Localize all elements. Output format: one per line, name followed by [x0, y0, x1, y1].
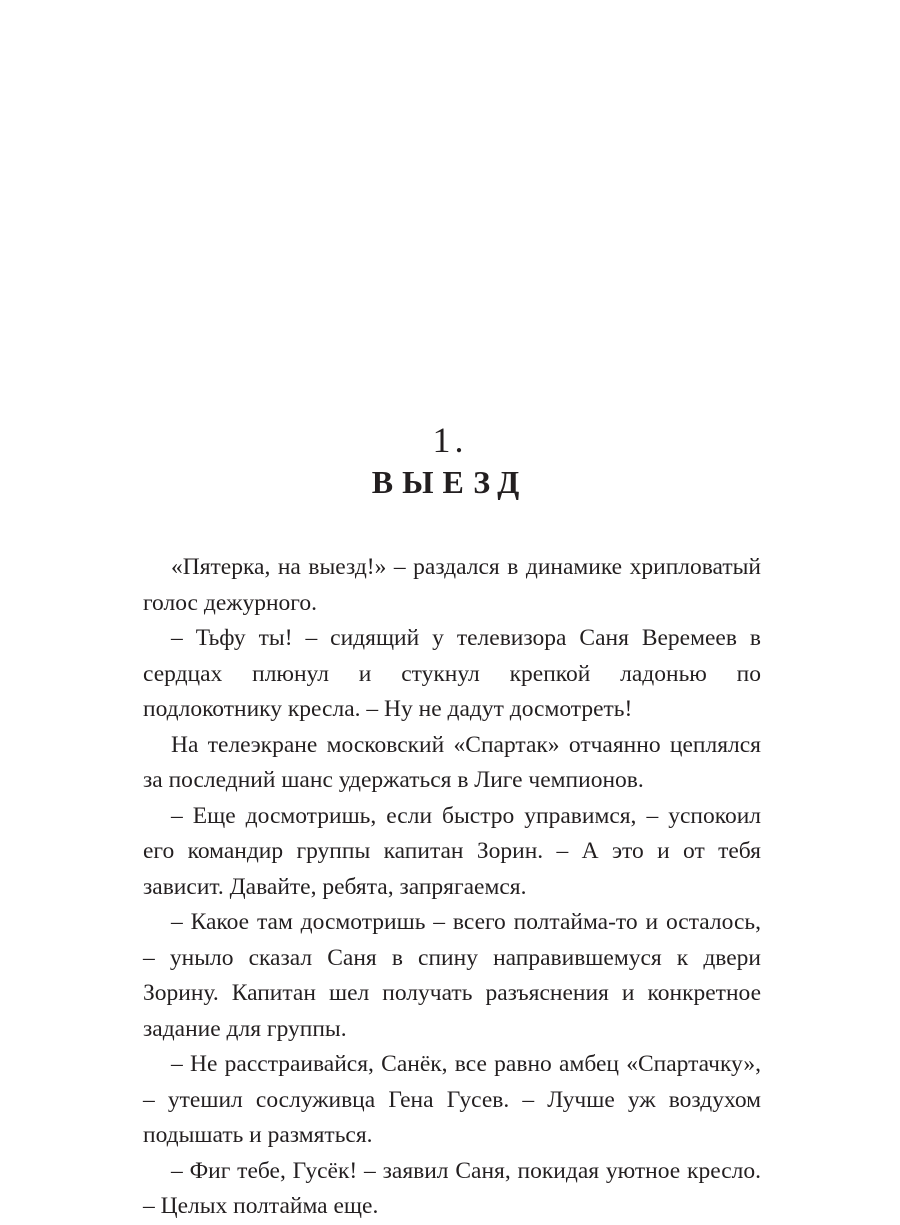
chapter-title: ВЫЕЗД: [371, 464, 529, 500]
paragraph: – Тьфу ты! – сидящий у телевизора Саня Веремеев в сердцах плюнул и стукнул крепкой ладонью по подлокотнику кресла. – Ну не дадут досмотреть!: [143, 625, 761, 722]
paragraph: – Еще досмотришь, если быстро управимся, – успокоил его командир группы капитан Зорин. – А это и от тебя зависит. Давайте, ребята, запрягаемся.: [143, 802, 761, 900]
paragraph: – Фиг тебе, Гусёк! – заявил Саня, покидая уютное кресло. – Целых полтайма еще.: [143, 1157, 761, 1219]
paragraph: – Какое там досмотришь – всего полтайма-то и осталось, – уныло сказал Саня в спину направившемуся к двери Зорину. Капитан шел получать разъяснения и конкретное задание для группы.: [143, 909, 761, 1042]
paragraph: «Пятерка, на выезд!» – раздался в динамике хрипловатый голос дежурного.: [143, 554, 761, 616]
chapter-body: [143, 550, 761, 1225]
chapter-number: 1.: [432, 420, 468, 460]
paragraph: На телеэкране московский «Спартак» отчаянно цеплялся за последний шанс удержаться в Лиге чемпионов.: [143, 731, 761, 793]
paragraph: – Не расстраивайся, Санёк, все равно амбец «Спартачку», – утешил сослуживца Гена Гусев. – Лучше уж воздухом подышать и размяться.: [143, 1051, 761, 1148]
